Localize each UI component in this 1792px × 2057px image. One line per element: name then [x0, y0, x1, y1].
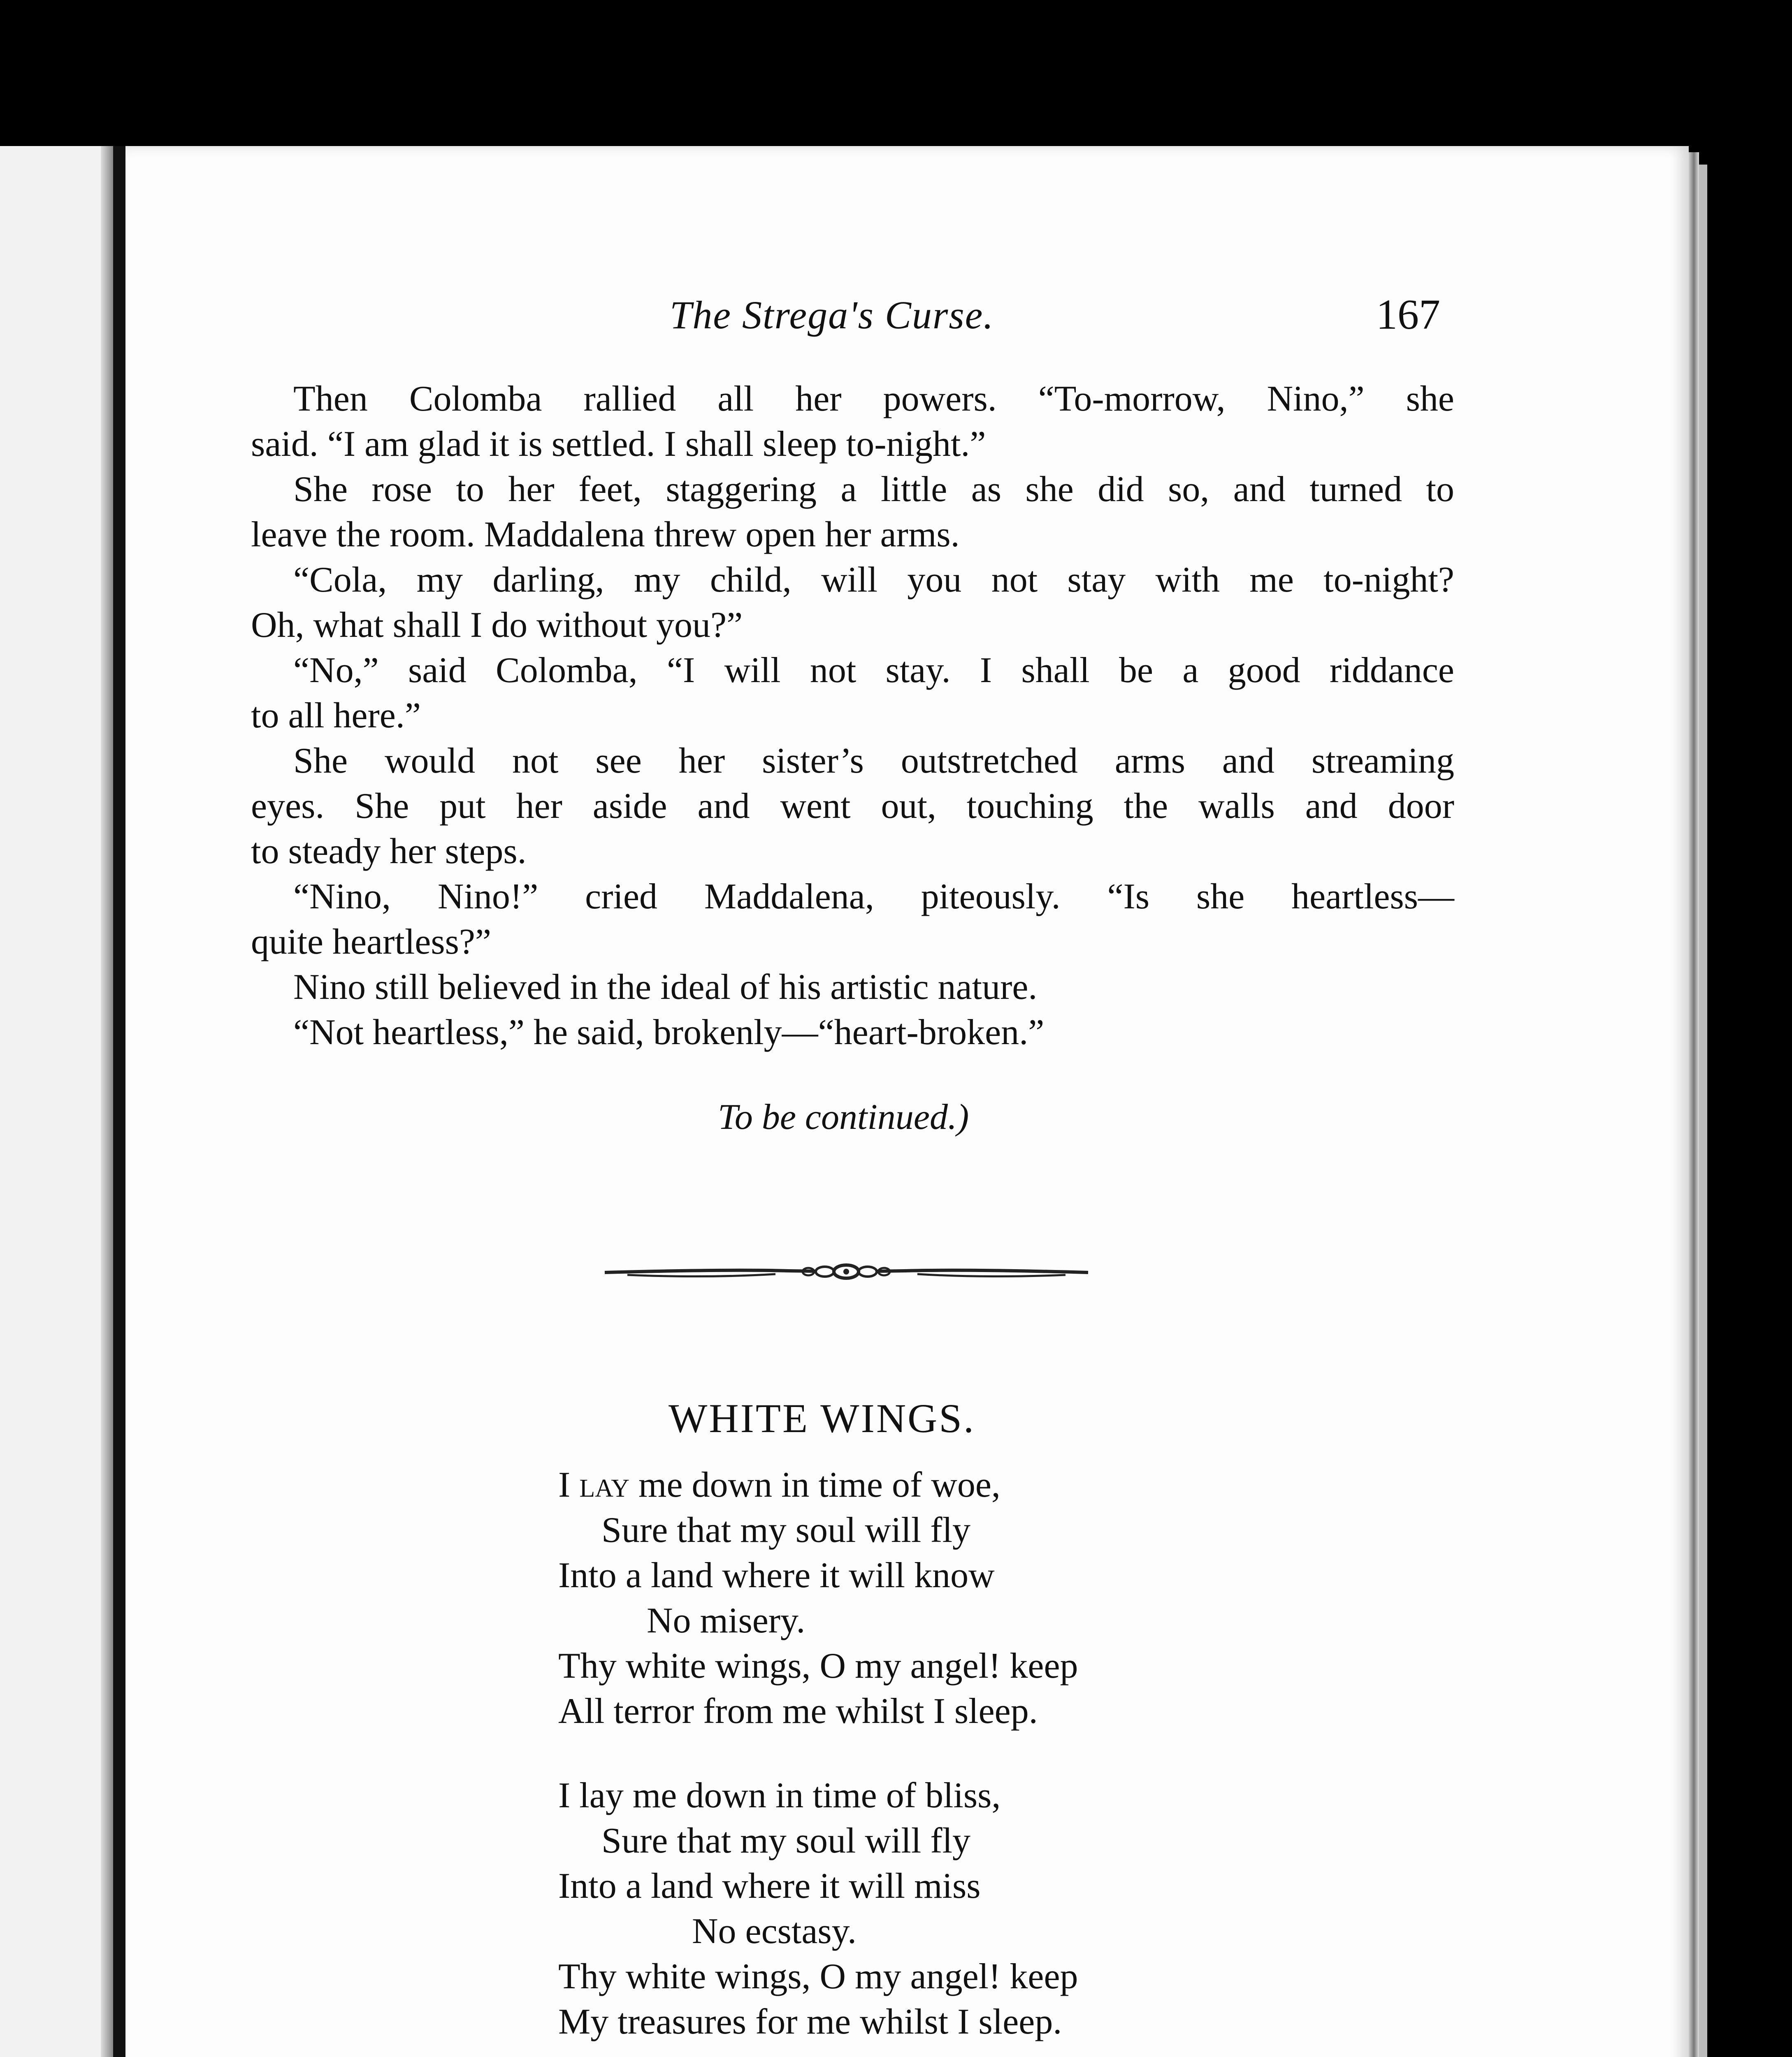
prose-line: Then Colomba rallied all her powers. “To-morrow, Nino,” she	[293, 379, 1454, 419]
prose-line: leave the room. Maddalena threw open her arms.	[251, 515, 960, 555]
poem-stanza	[558, 1773, 1078, 2045]
prose-line: “Nino, Nino!” cried Maddalena, piteously. “Is she heartless—	[293, 877, 1454, 917]
poem-line: My treasures for me whilst I sleep.	[558, 2002, 1062, 2042]
poem-line: Into a land where it will know	[558, 1556, 995, 1595]
poem-line: Into a land where it will miss	[558, 1866, 981, 1906]
prose-line: Nino still believed in the ideal of his artistic nature.	[293, 967, 1038, 1007]
page-stack-edge-back	[1699, 165, 1707, 2057]
poem-line: I lay me down in time of bliss,	[558, 1776, 1001, 1816]
prose-line: “No,” said Colomba, “I will not stay. I shall be a good riddance	[293, 650, 1454, 690]
poem-line: Thy white wings, O my angel! keep	[558, 1646, 1078, 1686]
prose-line: to all here.”	[251, 696, 421, 736]
prose-line: quite heartless?”	[251, 922, 491, 962]
prose-line: “Not heartless,” he said, brokenly—“heart-broken.”	[293, 1012, 1045, 1052]
initial-word: I	[558, 1465, 580, 1505]
poem-line	[558, 1463, 1078, 1508]
small-caps-word: lay	[579, 1465, 630, 1505]
continued-note: To be continued.)	[718, 1097, 969, 1137]
prose-line: to steady her steps.	[251, 831, 527, 871]
facing-page-edge	[0, 146, 113, 2057]
running-title: The Strega's Curse.	[670, 293, 994, 337]
prose-line: She would not see her sister’s outstretched arms and streaming	[293, 741, 1454, 781]
prose-line: Oh, what shall I do without you?”	[251, 605, 743, 645]
prose-line: said. “I am glad it is settled. I shall sleep to-night.”	[251, 424, 986, 464]
line-text: me down in time of woe,	[629, 1465, 1000, 1505]
prose-body	[251, 376, 1454, 1055]
poem-stanza	[558, 1463, 1078, 1734]
page-number: 167	[1376, 291, 1440, 338]
page-stack-edge	[1689, 152, 1699, 2057]
book-spine	[113, 146, 125, 2057]
prose-line: eyes. She put her aside and went out, touching the walls and door	[251, 786, 1454, 826]
poem-line: No ecstasy.	[692, 1911, 857, 1951]
poem-line: No misery.	[647, 1601, 805, 1641]
prose-line: “Cola, my darling, my child, will you not stay with me to-night?	[293, 560, 1454, 600]
poem-title: WHITE WINGS.	[669, 1395, 975, 1441]
poem-line: Sure that my soul will fly	[601, 1510, 971, 1550]
poem-line: All terror from me whilst I sleep.	[558, 1691, 1038, 1731]
poem-line: Thy white wings, O my angel! keep	[558, 1957, 1078, 1997]
poem-line: Sure that my soul will fly	[601, 1821, 971, 1861]
prose-line: She rose to her feet, staggering a little as she did so, and turned to	[293, 469, 1454, 509]
ornament-divider	[603, 1257, 1090, 1286]
